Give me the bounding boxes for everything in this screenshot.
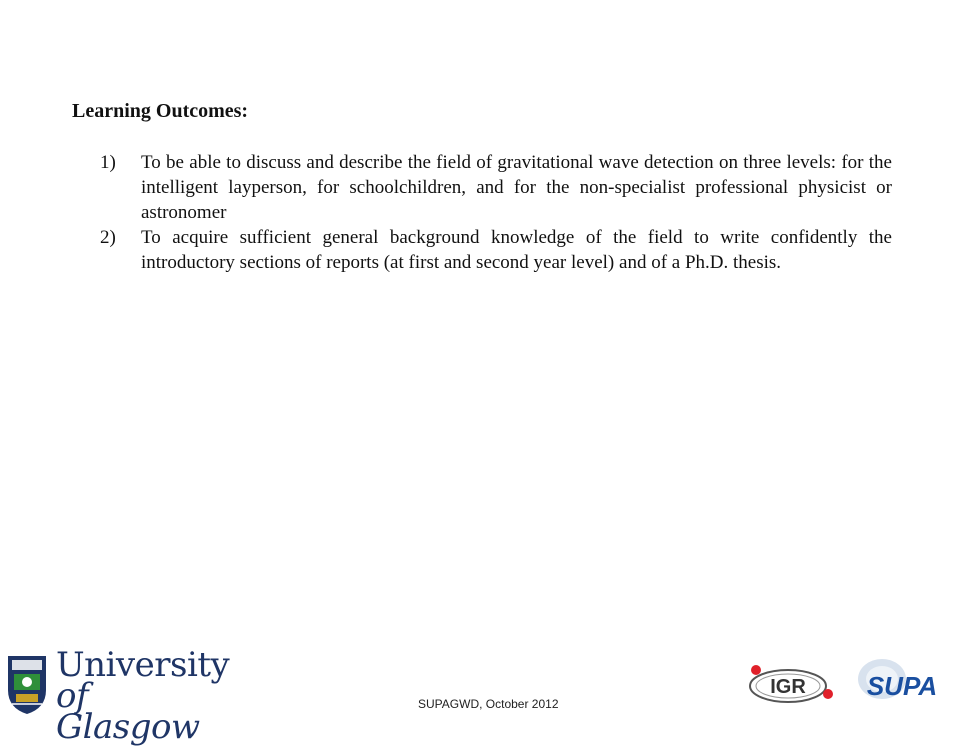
outcome-text: To be able to discuss and describe the field of gravitational wave detection on three levels: for the intelligent layperson, for schoolchildren, and for the non-specialist professional physicist or astronomer <box>141 152 892 223</box>
page-heading: Learning Outcomes: <box>72 100 249 122</box>
outcomes-list <box>100 150 892 275</box>
university-of-glasgow-logo <box>6 645 230 747</box>
university-wordmark <box>56 645 230 747</box>
uog-shield-icon <box>6 654 48 716</box>
supa-logo <box>852 655 948 710</box>
university-line2: of Glasgow <box>56 676 200 747</box>
igr-label: IGR <box>770 676 806 698</box>
footer-text: SUPAGWD, October 2012 <box>418 697 559 711</box>
outcome-number: 2) <box>100 227 116 248</box>
outcome-item <box>100 225 892 275</box>
igr-logo <box>744 660 840 710</box>
outcome-item <box>100 150 892 225</box>
outcome-number: 1) <box>100 152 116 173</box>
university-line1: University <box>56 645 230 685</box>
outcome-text: To acquire sufficient general background knowledge of the field to write confidently the introductory sections of reports (at first and second year level) and of a Ph.D. thesis. <box>141 227 892 273</box>
supa-label: SUPA <box>866 671 938 701</box>
